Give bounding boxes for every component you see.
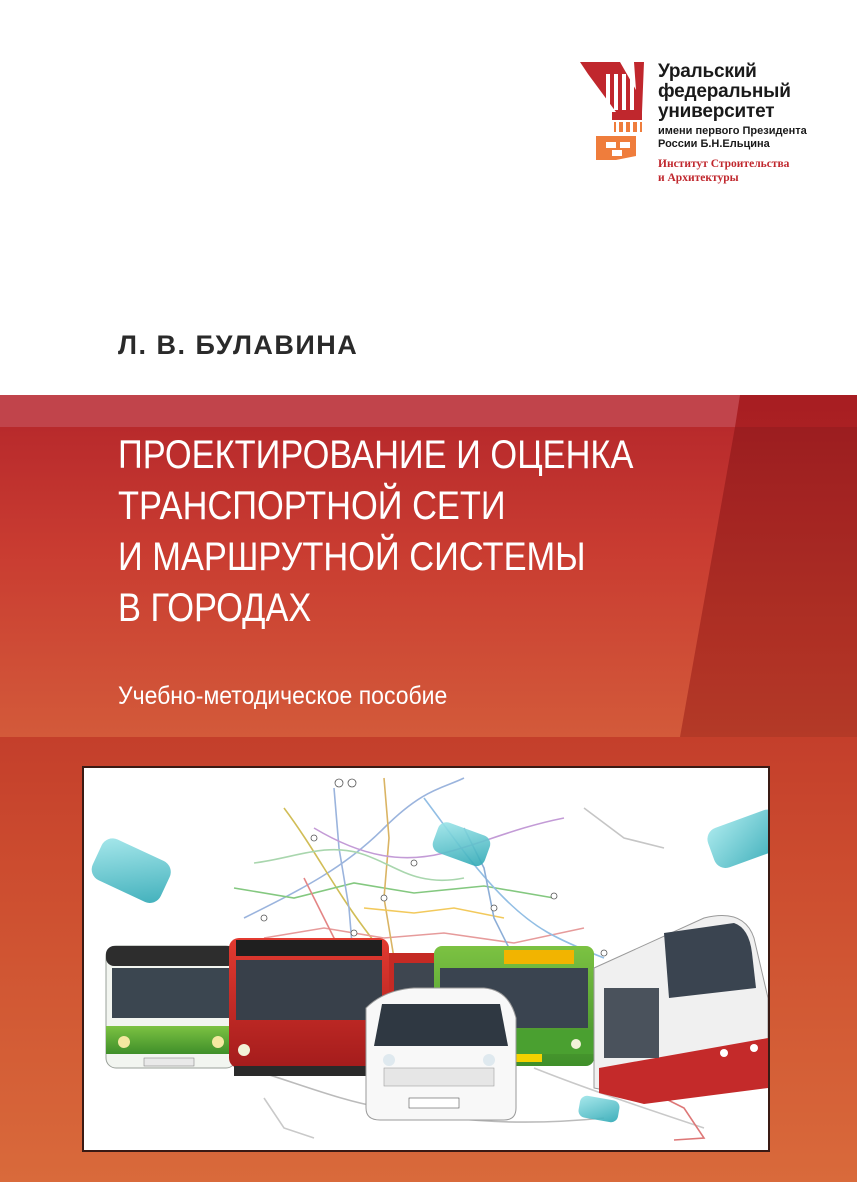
book-title-line: ПРОЕКТИРОВАНИЕ И ОЦЕНКА: [118, 433, 634, 477]
university-name-block: [658, 62, 807, 185]
university-subtitle-line: имени первого Президента: [658, 125, 807, 137]
institute-name-block: [658, 157, 807, 185]
book-title: [118, 430, 703, 634]
author-name: Л. В. БУЛАВИНА: [118, 330, 359, 360]
university-logo-icon: [576, 60, 646, 170]
accent-stripe: [0, 395, 857, 427]
university-name-line: университет: [658, 101, 775, 122]
university-name-line: федеральный: [658, 81, 791, 102]
book-title-line: В ГОРОДАХ: [118, 586, 312, 630]
cover-illustration: [82, 766, 770, 1152]
university-subtitle-block: [658, 125, 807, 151]
bus-icon: [106, 946, 236, 1068]
book-subtitle: Учебно-методическое пособие: [118, 682, 448, 710]
book-title-line: И МАРШРУТНОЙ СИСТЕМЫ: [118, 535, 586, 579]
university-subtitle-line: России Б.Н.Ельцина: [658, 138, 770, 150]
minibus-icon: [366, 988, 516, 1120]
tram-icon: [594, 916, 768, 1105]
institute-name-line: и Архитектуры: [658, 172, 739, 184]
university-name-line: Уральский: [658, 61, 757, 82]
book-title-line: ТРАНСПОРТНОЙ СЕТИ: [118, 484, 506, 528]
institute-name-line: Институт Строительства: [658, 158, 790, 170]
